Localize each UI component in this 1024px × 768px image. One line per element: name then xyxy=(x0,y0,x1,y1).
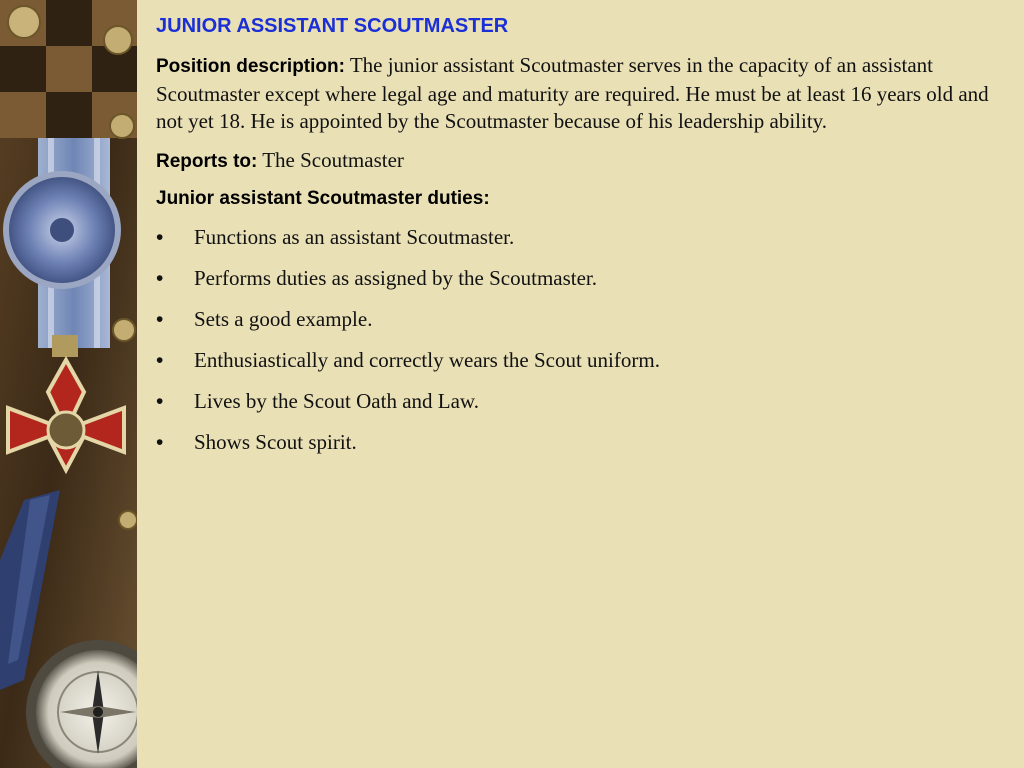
duties-heading: Junior assistant Scoutmaster duties: xyxy=(156,188,490,209)
duty-text: Lives by the Scout Oath and Law. xyxy=(194,389,479,413)
reports-to-label: Reports to: xyxy=(156,150,258,172)
duty-text: Shows Scout spirit. xyxy=(194,430,357,454)
duty-text: Enthusiastically and correctly wears the Scout uniform. xyxy=(194,348,660,372)
duty-text: Functions as an assistant Scoutmaster. xyxy=(194,225,515,249)
page-title: JUNIOR ASSISTANT SCOUTMASTER xyxy=(156,15,509,37)
bullet-icon: • xyxy=(156,308,164,331)
decorative-side-image xyxy=(0,0,137,768)
bullet-icon: • xyxy=(156,390,164,413)
list-item xyxy=(156,388,996,415)
list-item xyxy=(156,306,996,333)
list-item xyxy=(156,347,996,374)
duties-list xyxy=(156,224,996,456)
position-description-label: Position description: xyxy=(156,56,345,77)
reports-to-text: The Scoutmaster xyxy=(257,147,404,172)
list-item xyxy=(156,429,996,456)
list-item xyxy=(156,265,996,292)
bullet-icon: • xyxy=(156,267,164,290)
list-item xyxy=(156,224,996,251)
bullet-icon: • xyxy=(156,349,164,372)
position-description-text: The junior assistant Scoutmaster serves in the capacity of an assistant Scoutmaster except where legal age and maturity are required. He must be at least 16 years old and not yet 18. He is appointed by the Scoutmaster because of his leadership ability. xyxy=(156,53,989,133)
bullet-icon: • xyxy=(156,431,164,454)
duty-text: Performs duties as assigned by the Scoutmaster. xyxy=(194,266,598,290)
reports-to xyxy=(156,147,996,176)
slide-content xyxy=(156,14,996,470)
position-description xyxy=(156,52,996,136)
bullet-icon: • xyxy=(156,226,164,249)
duty-text: Sets a good example. xyxy=(194,307,373,331)
